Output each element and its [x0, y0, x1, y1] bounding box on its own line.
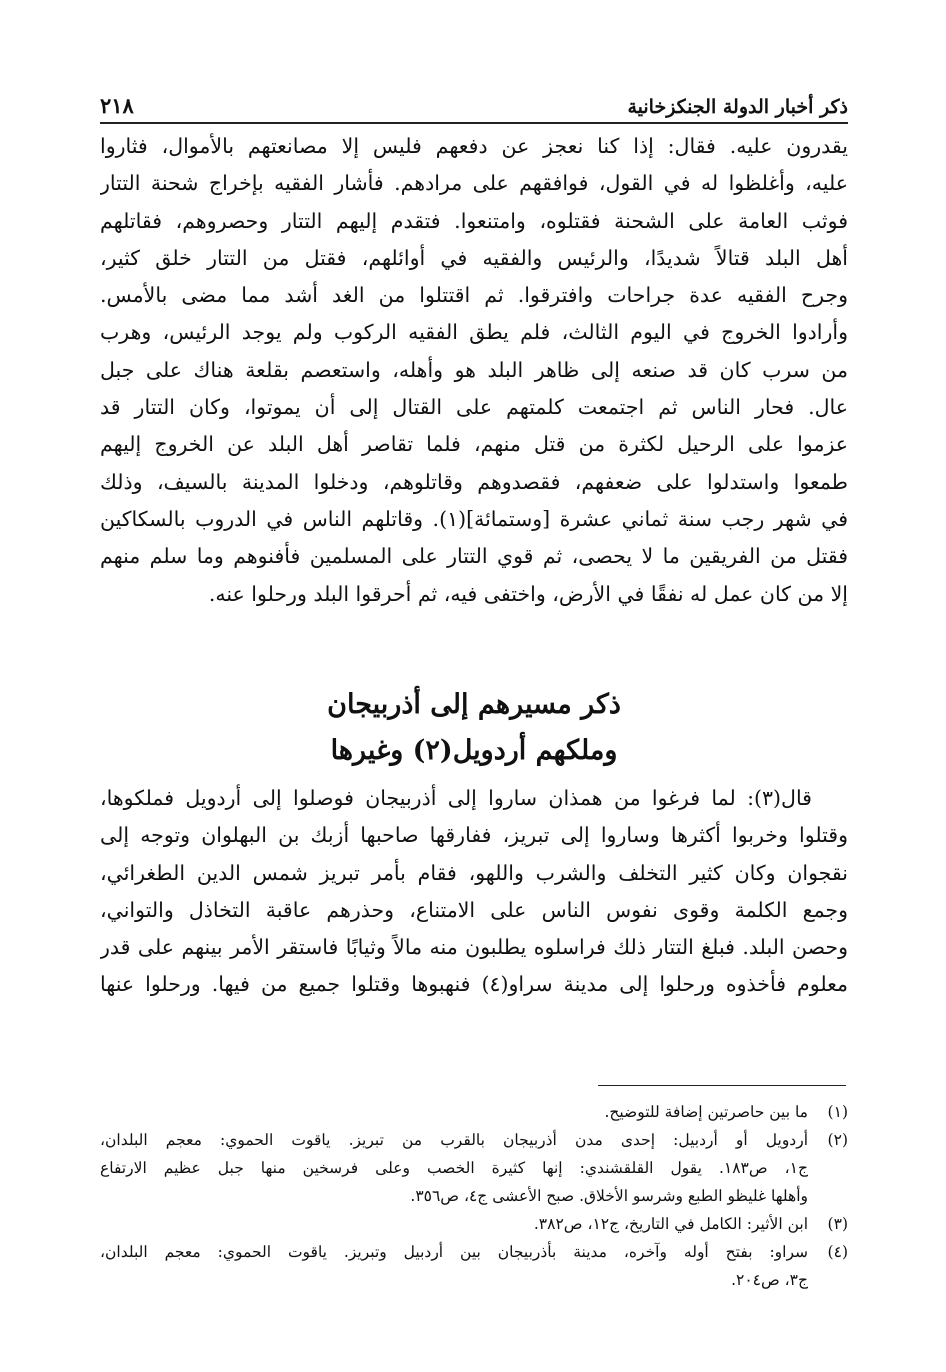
text-line: أهل البلد قتالاً شديدًا، والرئيس والفقيه في أوائلهم، فقتل من التتار خلق كثير،	[100, 245, 848, 270]
text-line: فقتل من الفريقين ما لا يحصى، ثم قوي التتار على المسلمين فأفنوهم وما سلم منهم	[100, 544, 848, 569]
footnote-divider	[598, 1085, 846, 1086]
footnote	[100, 1126, 848, 1210]
footnote-number: (٢)	[827, 1131, 848, 1149]
running-header	[100, 86, 848, 124]
footnote-number: (٣)	[827, 1215, 848, 1233]
footnote-line: ج٣، ص٢٠٤.	[731, 1271, 808, 1289]
text-line: وحصن البلد. فبلغ التتار ذلك فراسلوه يطلبون منه مالاً وثيابًا فاستقر الأمر بينهم على قدر	[100, 935, 848, 960]
page-number: ٢١٨	[100, 93, 134, 118]
footnote	[100, 1098, 848, 1126]
text-line: وأرادوا الخروج في اليوم الثالث، فلم يطق الفقيه الركوب ولم يوجد الرئيس، وهرب	[100, 320, 848, 345]
footnote-line: وأهلها غليظو الطبع وشرسو الأخلاق. صبح الأعشى ج٤، ص٣٥٦.	[410, 1187, 808, 1205]
text-line: يقدرون عليه. فقال: إذا كنا نعجز عن دفعهم فليس إلا مصانعتهم بالأموال، فثاروا	[100, 134, 848, 158]
footnote-line: ابن الأثير: الكامل في التاريخ، ج١٢، ص٣٨٢.	[533, 1215, 808, 1233]
footnote-line: سراو: بفتح أوله وآخره، مدينة بأذربيجان بين أردبيل وتبريز. ياقوت الحموي: معجم البلدان،	[100, 1243, 808, 1261]
footnote	[100, 1210, 848, 1238]
text-line: وجرح الفقيه عدة جراحات وافترقوا. ثم اقتتلوا من الغد أشد مما مضى بالأمس.	[100, 283, 848, 308]
text-line: نقجوان وكان كثير التخلف والشرب واللهو، فقام بأمر تبريز شمس الدين الطغرائي،	[100, 860, 848, 885]
text-line: عال. فحار الناس ثم اجتمعت كلمتهم على القتال إلى أن يموتوا، وكان التتار قد	[100, 395, 848, 420]
text-line: من سرب كان قد صنعه إلى ظاهر البلد هو وأهله، واستعصم بقلعة هناك على جبل	[100, 357, 848, 382]
text-line: طمعوا واستدلوا على ضعفهم، فقصدوهم وقاتلوهم، ودخلوا المدينة بالسيف، وذلك	[100, 469, 848, 494]
text-line: قال(٣): لما فرغوا من همذان ساروا إلى أذربيجان فوصلوا إلى أردويل فملكوها،	[100, 786, 812, 810]
footnotes	[100, 1098, 848, 1294]
section-heading	[100, 682, 848, 774]
section-paragraph	[100, 780, 848, 1004]
text-line: عليه، وأغلظوا له في القول، فوافقهم على مرادهم. فأشار الفقيه بإخراج شحنة التتار	[100, 171, 848, 196]
header-title: ذكر أخبار الدولة الجنكزخانية	[627, 96, 848, 118]
footnote	[100, 1238, 848, 1294]
text-line: وجمع الكلمة وقوى نفوس الناس على الامتناع، وحذرهم عاقبة التخاذل والتواني،	[100, 897, 848, 922]
text-line: في شهر رجب سنة ثماني عشرة [وستمائة](١). وقاتلهم الناس في الدروب بالسكاكين	[100, 506, 848, 531]
text-line: إلا من كان عمل له نفقًا في الأرض، واختفى فيه، ثم أحرقوا البلد ورحلوا عنه.	[208, 581, 848, 606]
body-text	[100, 128, 848, 613]
heading-line: ذكر مسيرهم إلى أذربيجان	[327, 689, 621, 720]
text-line: فوثب العامة على الشحنة فقتلوه، وامتنعوا. فتقدم إليهم التتار وحصروهم، فقاتلهم	[100, 208, 848, 233]
footnote-number: (٤)	[827, 1243, 848, 1261]
footnote-line: ما بين حاصرتين إضافة للتوضيح.	[604, 1103, 808, 1121]
footnote-line: ج١، ص١٨٣. يقول القلقشندي: إنها كثيرة الخصب وعلى فرسخين منها جبل عظيم الارتفاع	[100, 1159, 808, 1177]
footnote-line: أردويل أو أردبيل: إحدى مدن أذربيجان بالقرب من تبريز. ياقوت الحموي: معجم البلدان،	[100, 1131, 808, 1149]
heading-line: وملكهم أردويل(٢) وغيرها	[330, 735, 618, 766]
text-line: وقتلوا وخربوا أكثرها وساروا إلى تبريز، ففارقها صاحبها أزبك بن البهلوان وتوجه إلى	[100, 823, 848, 848]
text-line: معلوم فأخذوه ورحلوا إلى مدينة سراو(٤) فنهبوها وقتلوا جميع من فيها. ورحلوا عنها	[100, 972, 848, 997]
footnote-number: (١)	[827, 1103, 848, 1121]
text-line: عزموا على الرحيل لكثرة من قتل منهم، فلما تقاصر أهل البلد عن الخروج إليهم	[100, 432, 848, 457]
